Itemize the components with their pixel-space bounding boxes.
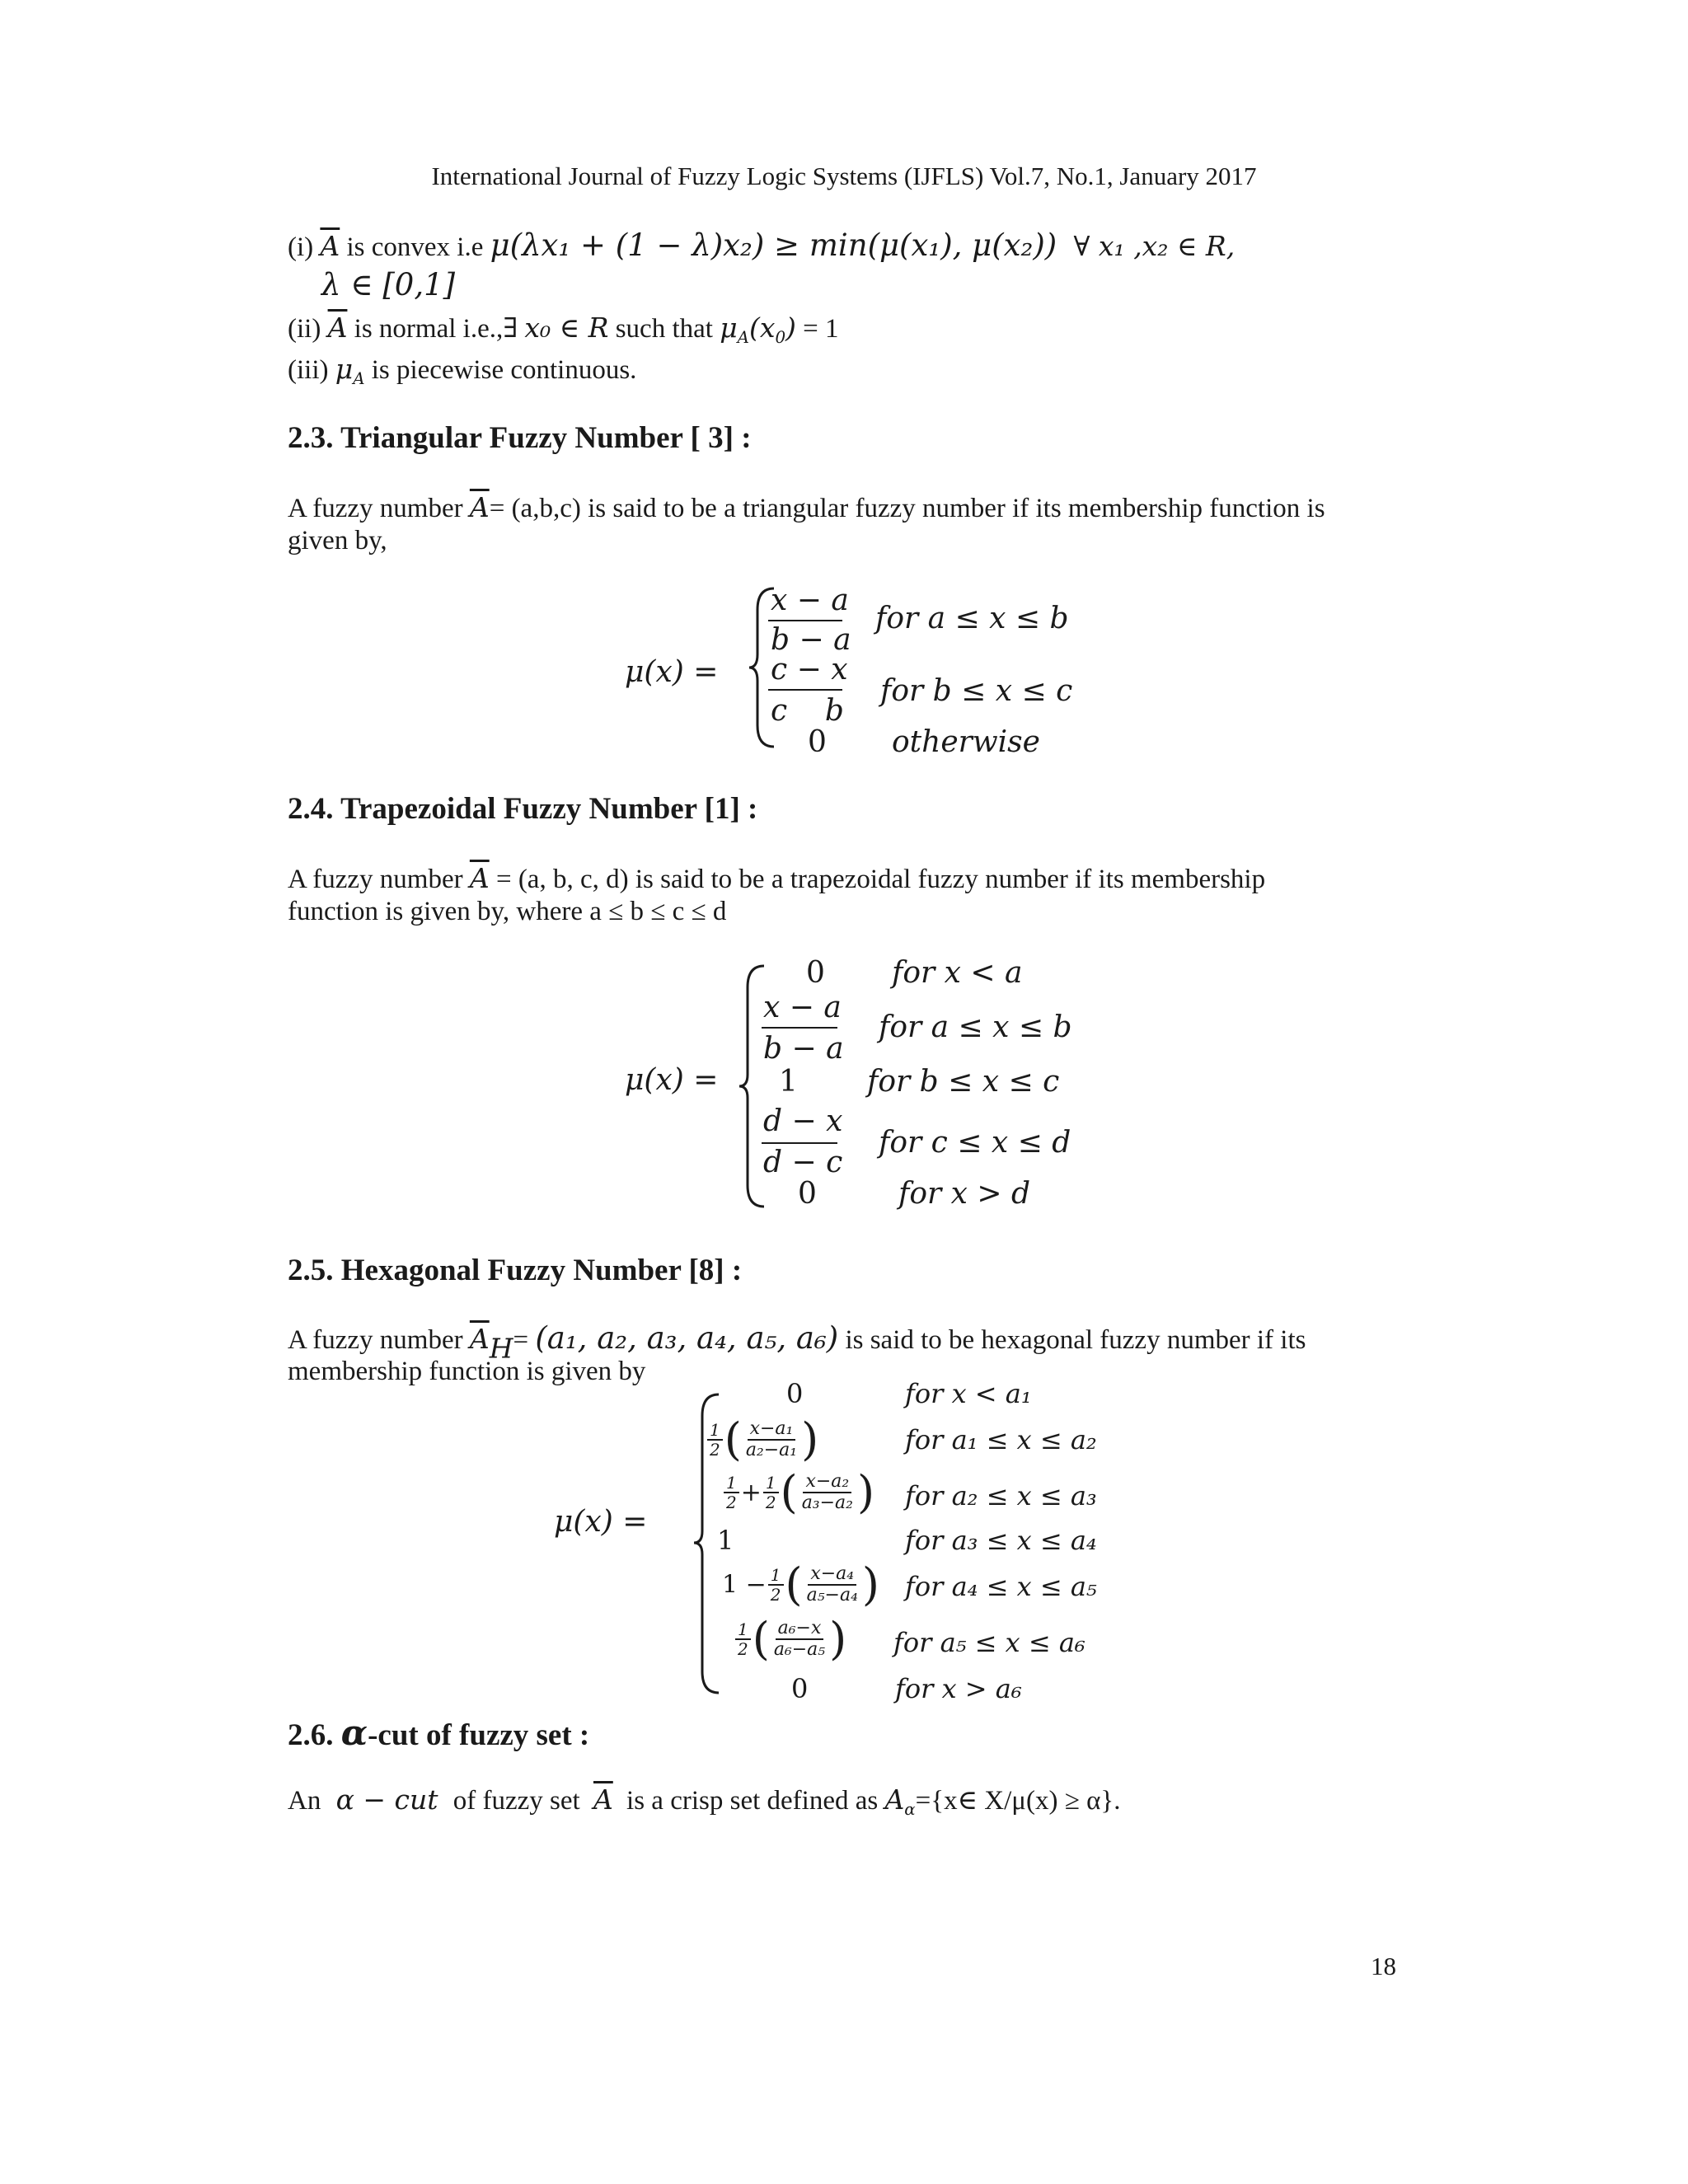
trap-r2-fraction-bar xyxy=(762,1027,837,1029)
hex-r2-fraction: $\frac{\text{x−a₁}}{\text{a₂−a₁}}$ xyxy=(745,1418,798,1460)
half-fraction: $\frac{1}{2}$ xyxy=(724,1474,739,1511)
condition-i xyxy=(288,229,1235,264)
hex-r1-cond: for x < a₁ xyxy=(905,1378,1032,1409)
hex-lhs: μ(x) = xyxy=(554,1505,648,1539)
alpha-cut-term: α − cut xyxy=(335,1783,438,1816)
condition-ii-label: (ii) xyxy=(288,314,321,344)
hex-r6-expr: $\frac{1}{2}$ ( $\frac{\text{a₆−x}}{\text{a₆−a₅}}$ ) xyxy=(734,1617,846,1661)
hex-r3-expr: $\frac{1}{2}$ + $\frac{1}{2}$ ( $\frac{\text{x−a₂}}{\text{a₃−a₂}}$ ) xyxy=(722,1470,874,1515)
para-text: An xyxy=(288,1786,321,1816)
symbol-a-bar: $\overline{A}$ xyxy=(469,1323,490,1355)
hex-r2-expr: $\frac{1}{2}$ ( $\frac{\text{x−a₁}}{\text{a₂−a₁}}$ ) xyxy=(706,1418,818,1462)
section-2-3-heading: 2.3. Triangular Fuzzy Number [ 3] : xyxy=(288,421,752,455)
symbol-a-bar: $\overline{A}$ xyxy=(469,491,490,523)
a-alpha-symbol: $A_\alpha$ xyxy=(884,1783,916,1819)
trap-r2-den: b − a xyxy=(763,1032,844,1066)
hex-r7-val: 0 xyxy=(791,1673,809,1704)
hex-r6-cond: for a₅ ≤ x ≤ a₆ xyxy=(893,1627,1085,1658)
section-2-6-para xyxy=(288,1783,1120,1817)
section-2-5-heading: 2.5. Hexagonal Fuzzy Number [8] : xyxy=(288,1254,743,1287)
trap-r1-val: 0 xyxy=(806,956,825,990)
tri-r1-num: x − a xyxy=(771,583,849,617)
symbol-a-bar: $\overline{A}$ xyxy=(327,312,348,344)
trap-r2-cond: for a ≤ x ≤ b xyxy=(879,1010,1072,1044)
half-fraction: $\frac{1}{2}$ xyxy=(707,1421,723,1459)
tri-r2-num: c − x xyxy=(771,653,848,687)
condition-ii-such: such that xyxy=(615,314,713,344)
mu-x0: $\mu_A(x_0)$ xyxy=(720,312,796,347)
hex-r3-fraction: $\frac{\text{x−a₂}}{\text{a₃−a₂}}$ xyxy=(801,1471,853,1513)
trap-r4-cond: for c ≤ x ≤ d xyxy=(879,1126,1071,1160)
trap-r2-num: x − a xyxy=(763,991,842,1024)
forall-clause: ∀ x₁ ,x₂ ∈ R, xyxy=(1073,230,1236,262)
para-text: = xyxy=(513,1325,529,1355)
alpha-cut-definition: ={x∈ X/μ(x) ≥ α}. xyxy=(915,1786,1121,1816)
symbol-a-bar: $\overline{A}$ xyxy=(469,862,490,894)
hex-r4-cond: for a₃ ≤ x ≤ a₄ xyxy=(905,1525,1097,1556)
tri-r3-cond: otherwise xyxy=(892,725,1040,759)
section-2-4-para-line1 xyxy=(288,862,1265,896)
section-2-3-para-line1 xyxy=(288,491,1325,525)
trap-lhs: μ(x) = xyxy=(625,1063,719,1097)
para-text: A fuzzy number xyxy=(288,865,463,894)
alpha-symbol: α xyxy=(340,1713,368,1753)
hex-r7-cond: for x > a₆ xyxy=(895,1673,1022,1704)
lambda-range: λ ∈ [0,1] xyxy=(321,267,456,302)
condition-ii-text: is normal i.e.,∃ xyxy=(354,314,518,344)
section-2-4-heading: 2.4. Trapezoidal Fuzzy Number [1] : xyxy=(288,792,758,826)
half-fraction: $\frac{1}{2}$ xyxy=(735,1620,751,1658)
tri-r2-fraction-bar xyxy=(768,689,842,691)
tri-r1-fraction-bar xyxy=(768,620,842,621)
condition-i-label: (i) xyxy=(288,232,314,262)
hex-r5-fraction: $\frac{\text{x−a₄}}{\text{a₅−a₄}}$ xyxy=(806,1563,858,1605)
trap-r5-val: 0 xyxy=(798,1177,817,1211)
para-text: of fuzzy set xyxy=(452,1786,580,1816)
trap-r3-cond: for b ≤ x ≤ c xyxy=(867,1065,1060,1099)
section-2-3-para-line2: given by, xyxy=(288,526,387,555)
heading-text: 2.6. xyxy=(288,1718,334,1752)
half-fraction: $\frac{1}{2}$ xyxy=(768,1566,784,1604)
section-2-4-para-line2: function is given by, where a ≤ b ≤ c ≤ d xyxy=(288,897,727,926)
hex-r6-fraction: $\frac{\text{a₆−x}}{\text{a₆−a₅}}$ xyxy=(773,1618,826,1660)
hex-r5-cond: for a₄ ≤ x ≤ a₅ xyxy=(905,1571,1097,1602)
condition-ii-eq: = 1 xyxy=(803,314,839,344)
para-text: = (a, b, c, d) is said to be a trapezoidal fuzzy number if its membership xyxy=(495,865,1266,894)
heading-text: -cut of fuzzy set : xyxy=(368,1718,590,1752)
condition-i-text: is convex i.e xyxy=(346,232,484,262)
x0-in-r: x₀ ∈ R xyxy=(524,312,609,344)
convex-formula: μ(λx₁ + (1 − λ)x₂) ≥ min(μ(x₁), μ(x₂)) xyxy=(490,227,1057,263)
section-2-5-para-line1 xyxy=(288,1320,1306,1365)
hex-r2-cond: for a₁ ≤ x ≤ a₂ xyxy=(905,1424,1097,1455)
para-text: A fuzzy number xyxy=(288,1325,463,1355)
trap-r1-cond: for x < a xyxy=(892,956,1023,990)
para-text: = (a,b,c) is said to be a triangular fuzzy number if its membership function is xyxy=(489,494,1325,523)
trap-r4-num: d − x xyxy=(763,1104,843,1138)
symbol-a-bar: $\overline{A}$ xyxy=(320,230,340,262)
journal-header: International Journal of Fuzzy Logic Systems (IJFLS) Vol.7, No.1, January 2017 xyxy=(431,162,1257,190)
half-fraction: $\frac{1}{2}$ xyxy=(763,1474,779,1511)
section-2-6-heading xyxy=(288,1713,589,1753)
trap-r5-cond: for x > d xyxy=(898,1177,1031,1211)
symbol-a-bar: $\overline{A}$ xyxy=(593,1783,613,1816)
tri-r1-cond: for a ≤ x ≤ b xyxy=(875,602,1069,635)
tri-r3-val: 0 xyxy=(808,725,827,759)
subscript-h: H xyxy=(489,1332,513,1365)
tri-r2-cond: for b ≤ x ≤ c xyxy=(880,674,1073,708)
page-number: 18 xyxy=(1371,1952,1396,1980)
condition-iii-text: is piecewise continuous. xyxy=(371,355,637,385)
hex-r3-cond: for a₂ ≤ x ≤ a₃ xyxy=(905,1480,1097,1511)
para-text: is a crisp set defined as xyxy=(626,1786,879,1816)
condition-ii xyxy=(288,312,839,345)
mu-a-symbol: $\mu_A$ xyxy=(335,353,365,388)
hex-r4-val: 1 xyxy=(717,1525,734,1556)
trap-r4-fraction-bar xyxy=(762,1142,837,1144)
condition-iii xyxy=(288,353,636,387)
hex-r5-expr: 1 − $\frac{1}{2}$ ( $\frac{\text{x−a₄}}{\text{a₅−a₄}}$ ) xyxy=(722,1558,879,1610)
condition-iii-label: (iii) xyxy=(288,355,329,385)
para-text: A fuzzy number xyxy=(288,494,463,523)
para-text: is said to be hexagonal fuzzy number if its xyxy=(845,1325,1306,1355)
tri-r1-den: b − a xyxy=(771,623,851,657)
trap-r3-val: 1 xyxy=(779,1065,798,1099)
hex-tuple: (a₁, a₂, a₃, a₄, a₅, a₆) xyxy=(535,1320,839,1356)
trap-r4-den: d − c xyxy=(763,1146,843,1179)
tri-r2-den: c b xyxy=(771,694,844,728)
tri-lhs: μ(x) = xyxy=(625,655,719,689)
section-2-5-para-line2: membership function is given by xyxy=(288,1357,646,1386)
hex-r1-val: 0 xyxy=(786,1378,804,1409)
